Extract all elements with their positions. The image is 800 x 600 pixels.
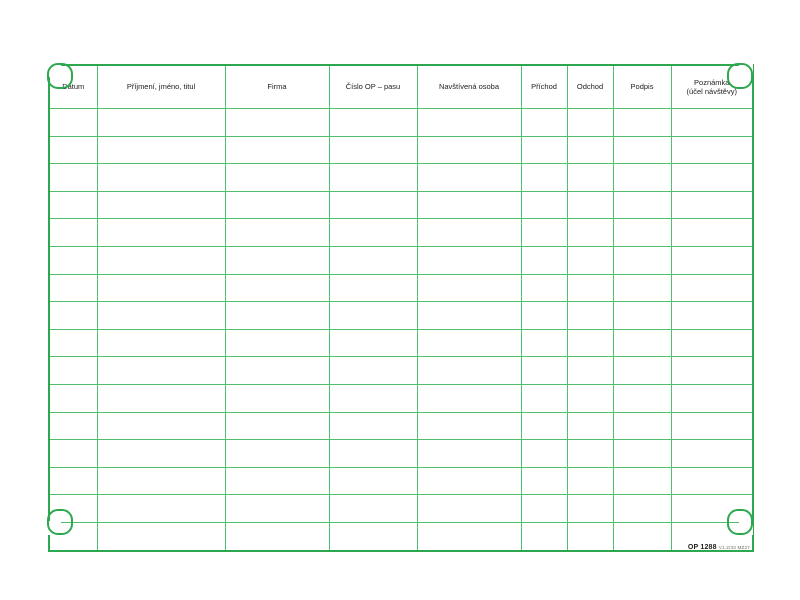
table-row: [49, 109, 753, 137]
table-cell[interactable]: [329, 246, 417, 274]
table-cell[interactable]: [329, 412, 417, 440]
table-cell[interactable]: [225, 522, 329, 550]
table-cell[interactable]: [417, 191, 521, 219]
table-cell[interactable]: [417, 329, 521, 357]
table-cell[interactable]: [329, 357, 417, 385]
table-cell[interactable]: [521, 191, 567, 219]
column-header-label: Datum: [62, 82, 85, 92]
table-cell[interactable]: [671, 164, 753, 192]
visitor-log-form: [48, 64, 752, 534]
table-cell[interactable]: [225, 274, 329, 302]
table-cell[interactable]: [613, 136, 671, 164]
table-cell[interactable]: [97, 412, 225, 440]
table-cell[interactable]: [613, 440, 671, 468]
table-cell[interactable]: [417, 357, 521, 385]
table-cell[interactable]: [49, 384, 97, 412]
table-cell[interactable]: [567, 357, 613, 385]
table-cell[interactable]: [225, 495, 329, 523]
table-cell[interactable]: [97, 246, 225, 274]
table-cell[interactable]: [417, 164, 521, 192]
table-cell[interactable]: [417, 246, 521, 274]
table-row: [49, 329, 753, 357]
table-row: [49, 274, 753, 302]
table-cell[interactable]: [671, 274, 753, 302]
column-header-label: Firma: [267, 82, 287, 92]
table-cell[interactable]: [225, 246, 329, 274]
table-cell[interactable]: [417, 440, 521, 468]
column-header-label: Číslo OP – pasu: [345, 82, 401, 92]
table-row: [49, 467, 753, 495]
table-cell[interactable]: [97, 274, 225, 302]
table-cell[interactable]: [225, 384, 329, 412]
table-cell[interactable]: [613, 164, 671, 192]
table-cell[interactable]: [225, 467, 329, 495]
table-cell[interactable]: [417, 412, 521, 440]
table-cell[interactable]: [329, 302, 417, 330]
table-cell[interactable]: [613, 495, 671, 523]
column-header-label: Příchod: [531, 82, 557, 92]
column-header-6: [567, 65, 613, 109]
table-cell[interactable]: [417, 522, 521, 550]
table-cell[interactable]: [567, 329, 613, 357]
table-cell[interactable]: [329, 329, 417, 357]
table-cell[interactable]: [49, 412, 97, 440]
table-cell[interactable]: [567, 384, 613, 412]
table-cell[interactable]: [225, 219, 329, 247]
table-row: [49, 357, 753, 385]
table-cell[interactable]: [417, 109, 521, 137]
table-row: [49, 191, 753, 219]
table-cell[interactable]: [329, 495, 417, 523]
table-cell[interactable]: [567, 412, 613, 440]
column-header-label: Podpis: [630, 82, 654, 92]
table-cell[interactable]: [97, 329, 225, 357]
column-header-label: Odchod: [576, 82, 604, 92]
table-row: [49, 384, 753, 412]
table-cell[interactable]: [671, 495, 753, 523]
column-header-5: [521, 65, 567, 109]
table-cell[interactable]: [49, 357, 97, 385]
table-cell[interactable]: [671, 219, 753, 247]
column-header-8: [671, 65, 753, 109]
table-cell[interactable]: [613, 274, 671, 302]
table-row: [49, 164, 753, 192]
table-row: [49, 302, 753, 330]
table-cell[interactable]: [49, 522, 97, 550]
table-cell[interactable]: [225, 412, 329, 440]
table-row: [49, 495, 753, 523]
table-cell[interactable]: [671, 467, 753, 495]
column-header-2: [225, 65, 329, 109]
form-code: [688, 536, 750, 554]
table-cell[interactable]: [97, 384, 225, 412]
table-row: [49, 522, 753, 550]
table-cell[interactable]: [521, 109, 567, 137]
table-cell[interactable]: [613, 329, 671, 357]
column-header-label: Poznámka: [694, 77, 730, 87]
table-cell[interactable]: [225, 302, 329, 330]
table-cell[interactable]: [329, 191, 417, 219]
table-cell[interactable]: [567, 246, 613, 274]
table-cell[interactable]: [49, 219, 97, 247]
table-cell[interactable]: [567, 302, 613, 330]
table-cell[interactable]: [49, 302, 97, 330]
table-cell[interactable]: [329, 164, 417, 192]
table-cell[interactable]: [613, 384, 671, 412]
column-header-7: [613, 65, 671, 109]
table-cell[interactable]: [567, 164, 613, 192]
table-cell[interactable]: [49, 495, 97, 523]
table-cell[interactable]: [671, 357, 753, 385]
table-cell[interactable]: [417, 136, 521, 164]
table-row: [49, 219, 753, 247]
table-cell[interactable]: [329, 109, 417, 137]
table-cell[interactable]: [97, 440, 225, 468]
table-cell[interactable]: [225, 136, 329, 164]
table-cell[interactable]: [521, 495, 567, 523]
table-cell[interactable]: [521, 274, 567, 302]
table-cell[interactable]: [671, 440, 753, 468]
table-cell[interactable]: [567, 136, 613, 164]
table-cell[interactable]: [521, 357, 567, 385]
table-cell[interactable]: [49, 329, 97, 357]
table-cell[interactable]: [225, 191, 329, 219]
table-cell[interactable]: [417, 274, 521, 302]
table-cell[interactable]: [329, 467, 417, 495]
table-cell[interactable]: [567, 495, 613, 523]
table-cell[interactable]: [613, 191, 671, 219]
table-cell[interactable]: [225, 109, 329, 137]
table-cell[interactable]: [613, 302, 671, 330]
table-header: [49, 65, 753, 109]
table-cell[interactable]: [521, 246, 567, 274]
table-cell[interactable]: [671, 412, 753, 440]
table-cell[interactable]: [49, 191, 97, 219]
table-cell[interactable]: [567, 109, 613, 137]
table-row: [49, 412, 753, 440]
table-body: [49, 109, 753, 551]
table-cell[interactable]: [97, 467, 225, 495]
table-cell[interactable]: [329, 440, 417, 468]
table-cell[interactable]: [329, 384, 417, 412]
table-cell[interactable]: [225, 329, 329, 357]
table-cell[interactable]: [417, 219, 521, 247]
table-cell[interactable]: [521, 329, 567, 357]
column-header-1: [97, 65, 225, 109]
column-header-4: [417, 65, 521, 109]
table-cell[interactable]: [97, 219, 225, 247]
table-cell[interactable]: [97, 191, 225, 219]
table-cell[interactable]: [49, 246, 97, 274]
table-cell[interactable]: [329, 522, 417, 550]
table-cell[interactable]: [613, 522, 671, 550]
table-cell[interactable]: [567, 191, 613, 219]
table-cell[interactable]: [521, 467, 567, 495]
table-cell[interactable]: [671, 191, 753, 219]
column-header-label: Příjmení, jméno, titul: [126, 82, 196, 92]
table-cell[interactable]: [567, 522, 613, 550]
table-cell[interactable]: [613, 109, 671, 137]
table-row: [49, 440, 753, 468]
table-cell[interactable]: [613, 467, 671, 495]
table-cell[interactable]: [97, 302, 225, 330]
column-header-3: [329, 65, 417, 109]
table-cell[interactable]: [613, 357, 671, 385]
column-header-0: [49, 65, 97, 109]
table-cell[interactable]: [671, 246, 753, 274]
table-cell[interactable]: [49, 109, 97, 137]
table-cell[interactable]: [225, 164, 329, 192]
table-cell[interactable]: [329, 136, 417, 164]
table-cell[interactable]: [671, 109, 753, 137]
table-cell[interactable]: [521, 412, 567, 440]
table-cell[interactable]: [671, 329, 753, 357]
table-cell[interactable]: [49, 136, 97, 164]
table-cell[interactable]: [329, 274, 417, 302]
table-cell[interactable]: [567, 440, 613, 468]
table-cell[interactable]: [613, 246, 671, 274]
table-cell[interactable]: [417, 302, 521, 330]
table-cell[interactable]: [49, 274, 97, 302]
header-row: [49, 65, 753, 109]
table-cell[interactable]: [417, 384, 521, 412]
table-cell[interactable]: [97, 136, 225, 164]
table-cell[interactable]: [521, 522, 567, 550]
table-cell[interactable]: [97, 357, 225, 385]
table-cell[interactable]: [225, 440, 329, 468]
table-cell[interactable]: [521, 164, 567, 192]
table-cell[interactable]: [613, 219, 671, 247]
table-cell[interactable]: [521, 219, 567, 247]
table-cell[interactable]: [671, 302, 753, 330]
visitor-log-table: [48, 64, 754, 552]
table-cell[interactable]: [671, 136, 753, 164]
table-cell[interactable]: [49, 440, 97, 468]
table-cell[interactable]: [567, 274, 613, 302]
table-cell[interactable]: [49, 467, 97, 495]
table-cell[interactable]: [613, 412, 671, 440]
column-header-sublabel: (účel návštěvy): [686, 87, 737, 96]
table-cell[interactable]: [567, 467, 613, 495]
table-cell[interactable]: [49, 164, 97, 192]
table-cell[interactable]: [521, 384, 567, 412]
table-cell[interactable]: [417, 467, 521, 495]
table-cell[interactable]: [225, 357, 329, 385]
form-code-revision: V1.2/33 MZ27: [718, 545, 750, 550]
table-cell[interactable]: [417, 495, 521, 523]
table-cell[interactable]: [521, 440, 567, 468]
table-cell[interactable]: [671, 384, 753, 412]
table-cell[interactable]: [567, 219, 613, 247]
table-cell[interactable]: [329, 219, 417, 247]
table-cell[interactable]: [97, 109, 225, 137]
table-cell[interactable]: [521, 302, 567, 330]
table-cell[interactable]: [521, 136, 567, 164]
table-row: [49, 246, 753, 274]
column-header-label: Navštívená osoba: [438, 82, 500, 92]
table-cell[interactable]: [97, 522, 225, 550]
table-cell[interactable]: [97, 164, 225, 192]
form-code-number: OP 1288: [687, 544, 717, 551]
table-row: [49, 136, 753, 164]
table-cell[interactable]: [97, 495, 225, 523]
